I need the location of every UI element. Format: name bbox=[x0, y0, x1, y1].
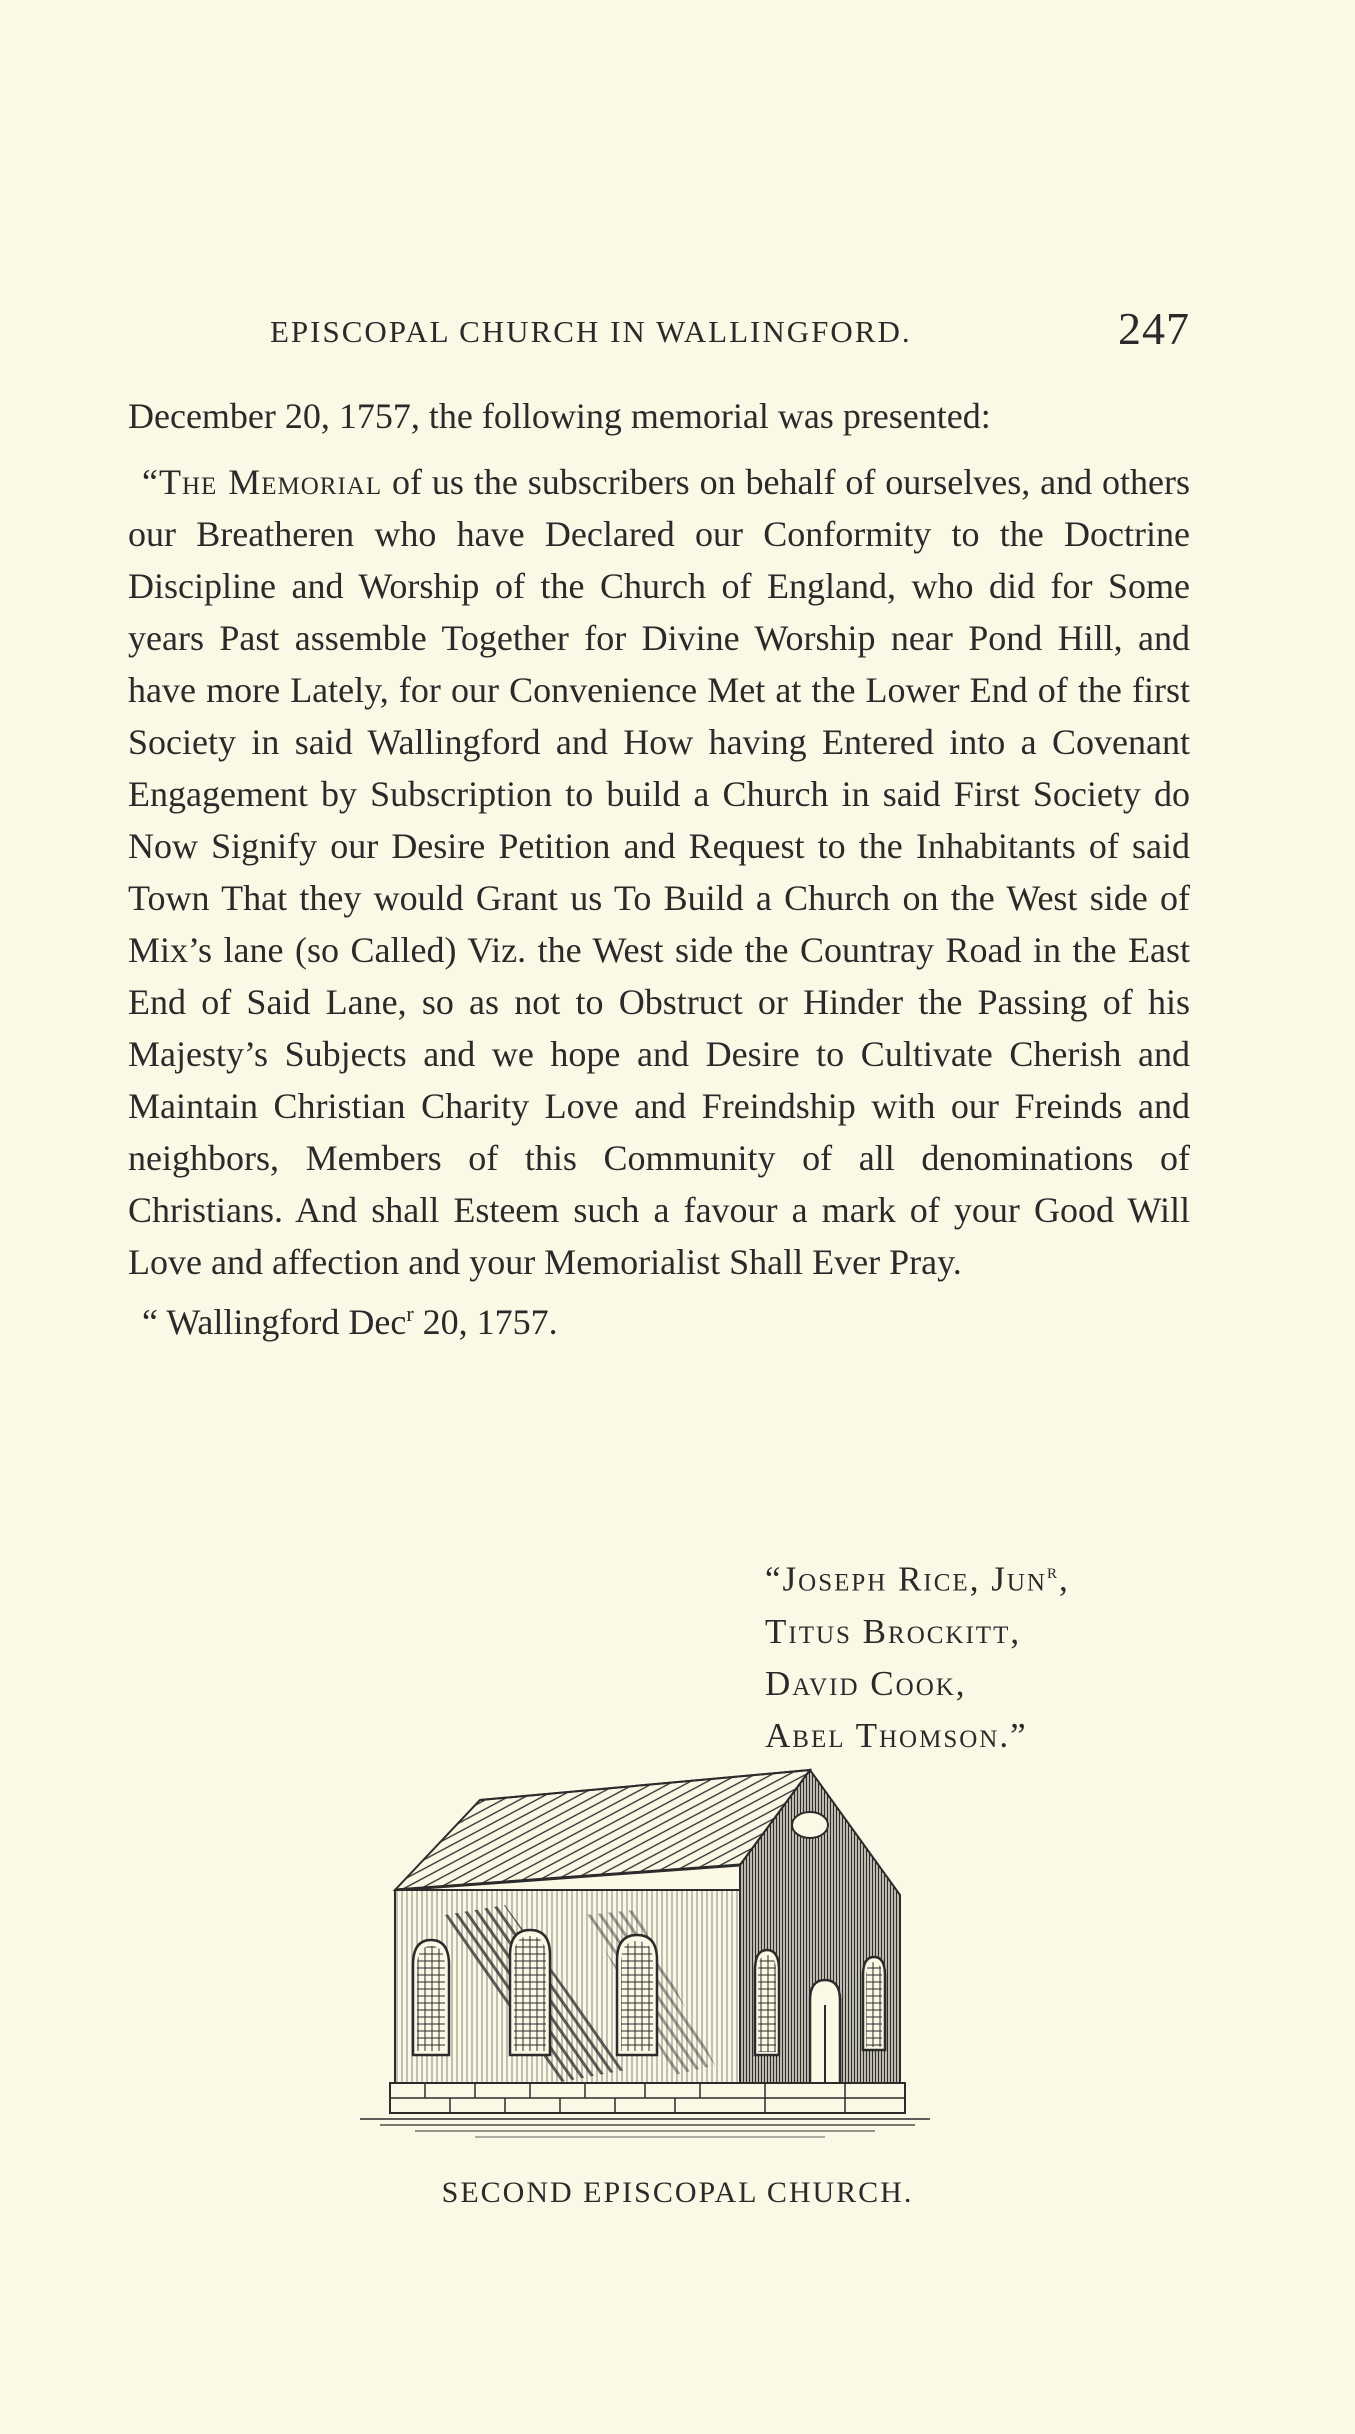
memorial-paragraph bbox=[128, 456, 1190, 1288]
door bbox=[810, 1980, 840, 2085]
intro-paragraph: December 20, 1757, the following memorial was presented: bbox=[128, 396, 991, 436]
dateline-superscript: r bbox=[406, 1301, 414, 1326]
signature-line bbox=[765, 1545, 1070, 1606]
window bbox=[863, 1957, 885, 2050]
window bbox=[617, 1935, 657, 2055]
church-engraving bbox=[355, 1765, 935, 2145]
ground bbox=[360, 2119, 930, 2137]
dateline-place: “ Wallingford Dec bbox=[142, 1302, 407, 1342]
signature-name: David Cook, bbox=[765, 1663, 967, 1703]
stone-foundation bbox=[390, 2083, 905, 2113]
signature-line bbox=[765, 1658, 1070, 1710]
running-head-title: EPISCOPAL CHURCH IN WALLINGFORD. bbox=[270, 314, 912, 349]
page-number: 247 bbox=[1118, 303, 1190, 354]
memorial-lead: “The Memorial bbox=[142, 462, 383, 502]
signature-name: Abel Thomson.” bbox=[765, 1715, 1028, 1755]
running-head bbox=[128, 302, 1190, 362]
body-text bbox=[128, 390, 1190, 1348]
window bbox=[510, 1930, 550, 2055]
signature-line bbox=[765, 1606, 1070, 1658]
figure-caption: SECOND EPISCOPAL CHURCH. bbox=[441, 2176, 914, 2209]
signature-name: Titus Brockitt, bbox=[765, 1611, 1022, 1651]
signature-line bbox=[765, 1710, 1070, 1762]
dateline bbox=[128, 1288, 1190, 1348]
signature-name: “Joseph Rice, Jun bbox=[765, 1559, 1047, 1599]
window bbox=[755, 1950, 779, 2055]
signature-superscript: r bbox=[1046, 1558, 1059, 1583]
signature-block bbox=[765, 1545, 1070, 1762]
signature-tail: , bbox=[1058, 1559, 1070, 1599]
dateline-date: 20, 1757. bbox=[413, 1302, 558, 1342]
window bbox=[413, 1940, 449, 2055]
memorial-text: of us the subscribers on behalf of ourselves, and others our Breatheren who have Declared our Conformity to the Doctrine Discipline and Worship of the Church of England, who did for Some years Past assemble Together for Divine Worship near Pond Hill, and have more Lately, for our Convenience Met at the Lower End of the first Society in said Wallingford and How having Entered into a Covenant Engagement by Subscription to build a Church in said First Society do Now Signify our Desire Petition and Request to the Inhabitants of said Town That they would Grant us To Build a Church on the West side of Mix’s lane (so Called) Viz. the West side the Countray Road in the East End of Said Lane, so as not to Obstruct or Hinder the Passing of his Majesty’s Subjects and we hope and Desire to Cultivate Cherish and Maintain Christian Charity Love and Freindship with our Freinds and neighbors, Members of this Community of all denominations of Christians. And shall Esteem such a favour a mark of your Good Will Love and affection and your Memorialist Shall Ever Pray. bbox=[128, 462, 1191, 1282]
